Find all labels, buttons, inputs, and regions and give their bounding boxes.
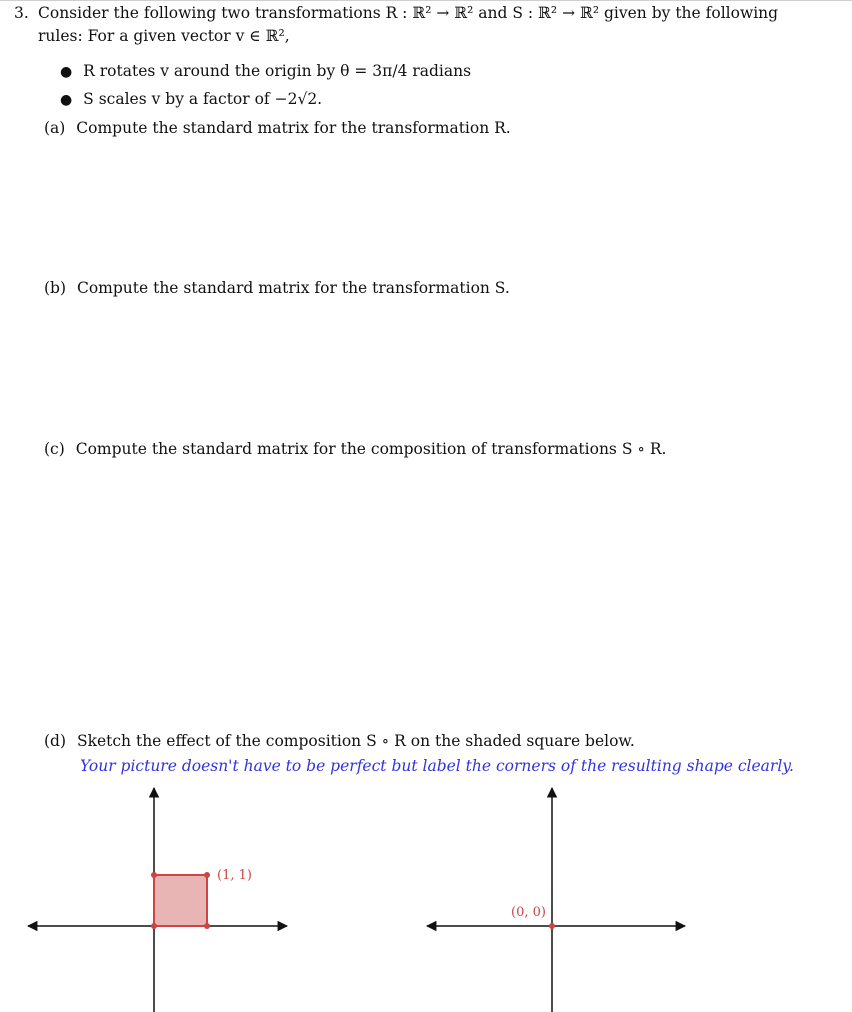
- problem-number: 3.: [14, 4, 29, 22]
- part-a-text: Compute the standard matrix for the transformation R.: [76, 119, 511, 137]
- part-c-text: Compute the standard matrix for the composition of transformations S ∘ R.: [75, 440, 667, 458]
- hint-text: Your picture doesn't have to be perfect but label the corners of the resulting shape clearly.: [80, 757, 794, 775]
- origin-point: [549, 923, 555, 929]
- left-point-label: (1, 1): [217, 868, 252, 883]
- bullet-dot-icon: ●: [60, 64, 73, 80]
- part-c-label: (c): [44, 440, 65, 458]
- corner-point-11: [204, 872, 210, 878]
- corner-point-origin: [151, 923, 157, 929]
- corner-point-x: [204, 923, 210, 929]
- part-a-label: (a): [44, 119, 66, 137]
- part-b-label: (b): [44, 279, 67, 297]
- bullet-dot-icon: ●: [60, 92, 73, 108]
- bullet-2: [60, 90, 322, 108]
- part-b: [44, 279, 510, 297]
- bullet-1: [60, 62, 471, 80]
- shaded-square: [154, 875, 207, 926]
- part-d-label: (d): [44, 732, 67, 750]
- problem-intro-line1: Consider the following two transformations R : ℝ² → ℝ² and S : ℝ² → ℝ² given by the following: [38, 4, 779, 22]
- part-c: [44, 440, 666, 458]
- figures-canvas: [0, 780, 852, 1012]
- part-d: [44, 732, 635, 750]
- top-border: [0, 0, 852, 1]
- bullet-1-text: R rotates v around the origin by θ = 3π/4 radians: [83, 62, 472, 80]
- bullet-2-text: S scales v by a factor of −2√2.: [83, 90, 323, 108]
- part-a: [44, 119, 511, 137]
- part-b-text: Compute the standard matrix for the transformation S.: [76, 279, 510, 297]
- problem-intro-line2: rules: For a given vector v ∈ ℝ²,: [38, 27, 290, 45]
- corner-point-y: [151, 872, 157, 878]
- part-d-text: Sketch the effect of the composition S ∘ R on the shaded square below.: [76, 732, 635, 750]
- right-point-label: (0, 0): [511, 905, 546, 920]
